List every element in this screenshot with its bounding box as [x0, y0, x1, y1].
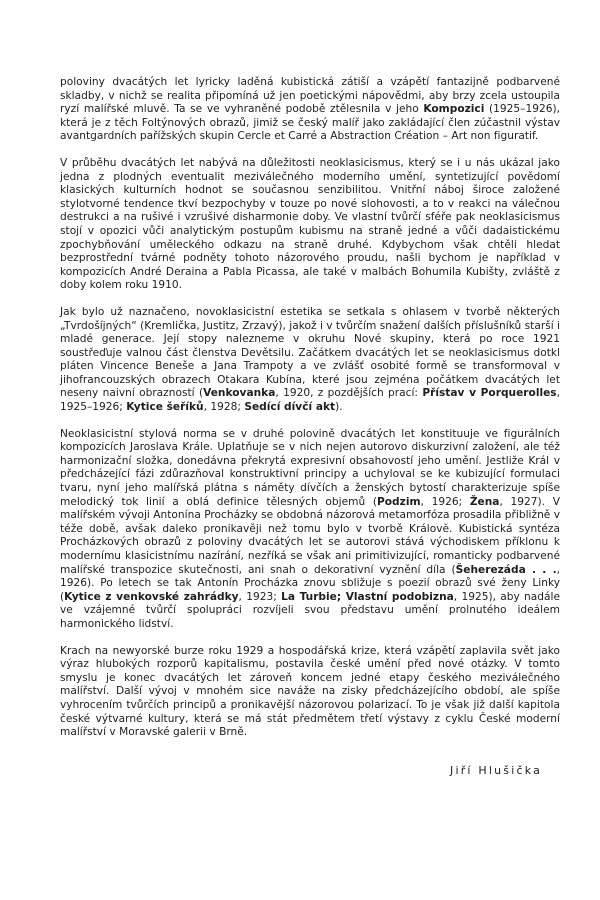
artwork-title: Šeherezáda . . . [455, 563, 557, 576]
text-run: , 1923; [238, 590, 282, 603]
text-run: Neoklasicistní stylová norma se v druhé polovině dvacátých let konstituuje ve figurálních kompozicích Jaroslava Krále. Uplatňuje se v nich nejen autorovo diskurzivní založení, ale též harmonizační složka, donedávna překrytá expresivní obsahovostí jeho umění. Jestliže Král v předcházející fázi zdůrazňoval konstruktivní principy a uchyloval se ke kubizující formulaci tvaru, nyní jeho malířská plátna s náměty dívčích a ženských bytostí charakterizuje spíše melodický tok linií a oblá definice tělesných objemů ( [60, 427, 560, 508]
paragraph [60, 76, 560, 144]
artwork-title: Žena [469, 495, 500, 508]
text-run: , 1920, z pozdějších prací: [275, 387, 423, 400]
artwork-title: La Turbie; Vlastní podobizna [281, 590, 454, 603]
text-run: ). [335, 401, 343, 414]
artwork-title: Kompozici [423, 103, 485, 116]
paragraph [60, 157, 560, 293]
text-run: poloviny dvacátých let lyricky laděná kubistická zátiší a vzápětí fantazijně podbarvené skladby, v nichž se realita připomíná už jen poetickými nápovědmi, aby brzy zcela ustoupila ryzí malířské mluvě. Ta se ve vyhraněné podobě ztělesnila v jeho [60, 76, 560, 116]
text-run: Jak bylo už naznačeno, novoklasicistní estetika se setkala s ohlasem v tvorbě některých „Tvrdošíjných“ (Kremlička, Justitz, Zrzavý), jakož i v tvůrčím snažení dalších příslušníků starší i mladé generace. Její stopy nalezneme v okruhu Nové skupiny, která po roce 1921 soustřeďuje valnou část členstva Devětsilu. Začátkem dvacátých let se neoklasicismus dotkl pláten Vincence Beneše a Jana Trampoty a ve zvlášť osobité formě se transformoval v jihofrancouzských obrazech Otakara Kubína, které jsou zejména počátkem dvacátých let neseny naivní obrazností ( [60, 305, 561, 400]
author-signature: Jiří Hlušička [450, 764, 543, 777]
artwork-title: Venkovanka [203, 387, 276, 400]
text-run: , 1925–1926; [60, 387, 560, 414]
paragraph [60, 306, 560, 415]
artwork-title: Kytice z venkovské zahrádky [64, 590, 239, 603]
text-run: , 1927). V malířském vývoji Antonína Procházky se obdobná názorová metamorfóza prosadila přibližně v téže době, avšak daleko pronikavěji než tomu bylo v tvorbě Královĕ. Kubistická syntéza Procházkových obrazů z poloviny dvacátých let se autorovi stává východiskem příklonu k modernímu klasicistnímu nazírání, nezříká se však ani primitivizující, romanticky podbarvené malířské transpozice skutečnosti, ani snah o dekorativní vyznění díla ( [60, 495, 560, 576]
artwork-title: Sedící dívčí akt [244, 401, 336, 414]
artwork-title: Kytice šeříků [126, 401, 204, 414]
text-run: (1925–1926), která je z těch Foltýnových obrazů, jimiž se český malíř jako zakládající člen zúčastnil výstav avantgardních pařížských skupin Cercle et Carré a Abstraction Création – Art non figuratif. [60, 103, 560, 143]
text-run: , 1928; [203, 401, 245, 414]
text-run: , 1926; [420, 495, 470, 508]
artwork-title: Podzim [377, 495, 421, 508]
paragraph [60, 645, 560, 740]
text-run: , 1925), aby nadále ve vzájemné tvůrčí spolupráci rozvíjeli svou představu umění prolnutého ideálem harmonického lidství. [60, 590, 560, 630]
paragraph [60, 428, 560, 632]
text-run: V průběhu dvacátých let nabývá na důležitosti neoklasicismus, který se i u nás ukázal jako jedna z plodných eventualit meziválečného moderního umění, syntetizující povědomí klasických kulturních hodnot se současnou senzibilitou. Vnitřní náboj široce založené stylotvorné tendence tkví bezpochyby v touze po nové slohovosti, a to v reakci na válečnou destrukci a na rušivé i vzrušivé disharmonie doby. Ve vlastní tvůrčí sféře pak neoklasicismus stojí v opozici vůči analytickým postupům kubismu na straně jedné a vůči dadaistickému zpochybňování uměleckého odkazu na straně druhé. Kdybychom však chtěli hledat bezprostřední tvárné podněty tohoto názorového proudu, našli bychom je například v kompozicích André Deraina a Pabla Picassa, ale také v malbách Bohumila Kubišty, zvláště z doby kolem roku 1910. [60, 156, 560, 292]
text-run: , 1926). Po letech se tak Antonín Procházka znovu sbližuje s poezií obrazů své ženy Linky ( [60, 563, 561, 603]
text-run: Krach na newyorské burze roku 1929 a hospodářská krize, která vzápětí zaplavila svět jako výraz hlubokých rozporů kapitalismu, postavila české umění před nové otázky. V tomto smyslu je konec dvacátých let zároveň koncem jedné etapy českého meziválečného malířství. Další vývoj v mnohém sice naváže na zisky předcházejícího období, ale spíše vyhrocením tvůrčích principů a pronikavější názorovou polarizací. To je však již další kapitola české výtvarné kultury, která se má stát předmětem třetí výstavy z cyklu České moderní malířství v Moravské galerii v Brně. [60, 644, 560, 739]
body-text [60, 76, 560, 740]
artwork-title: Přístav v Porquerolles [422, 387, 557, 400]
